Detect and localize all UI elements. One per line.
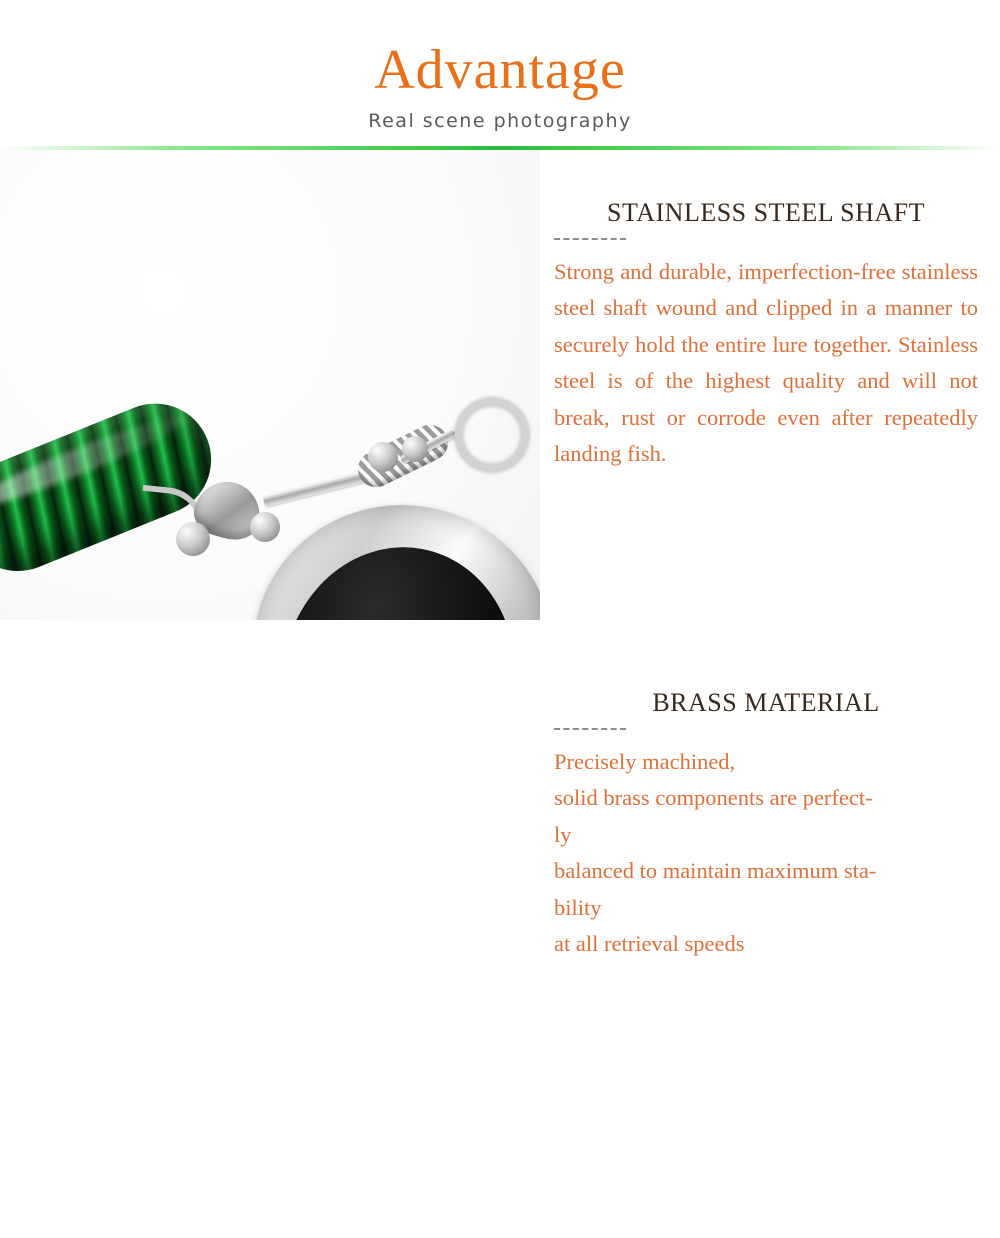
section-body-line: bility bbox=[554, 894, 602, 920]
section-body-line: Precisely machined, bbox=[554, 749, 736, 774]
section-text-shaft bbox=[540, 150, 1000, 640]
photo-background bbox=[0, 640, 540, 1110]
section-stainless-steel-shaft bbox=[0, 150, 1000, 640]
section-title: STAINLESS STEEL SHAFT bbox=[606, 198, 926, 227]
section-body-line: balanced to maintain maximum sta- bbox=[554, 858, 877, 884]
product-photo-shaft bbox=[0, 150, 540, 620]
brass-bead bbox=[250, 512, 280, 542]
section-dash-divider bbox=[554, 238, 626, 240]
product-photo-brass bbox=[0, 640, 540, 1110]
brass-bead bbox=[368, 442, 398, 472]
section-dash-divider bbox=[554, 728, 626, 730]
section-body bbox=[554, 744, 978, 963]
section-text-brass bbox=[540, 640, 1000, 1130]
brass-bead bbox=[176, 522, 210, 556]
brass-bead bbox=[402, 436, 428, 462]
section-body: Strong and durable, imperfection-free stainless steel shaft wound and clipped in a manner to securely hold the entire lure together. Stainless steel is of the highest quality and will not break, rust or corrode even after repeatedly landing fish. bbox=[554, 259, 978, 467]
page-title: Advantage bbox=[374, 39, 626, 101]
page-subtitle: Real scene photography bbox=[368, 110, 632, 132]
section-body-line: solid brass components are perfect- bbox=[554, 785, 873, 811]
page-header bbox=[0, 0, 1000, 150]
section-title: BRASS MATERIAL bbox=[652, 688, 880, 717]
section-body-line: ly bbox=[554, 821, 572, 847]
blade-black-face bbox=[262, 529, 536, 620]
section-brass-material bbox=[0, 640, 1000, 1130]
section-body-line: at all retrieval speeds bbox=[554, 931, 745, 957]
